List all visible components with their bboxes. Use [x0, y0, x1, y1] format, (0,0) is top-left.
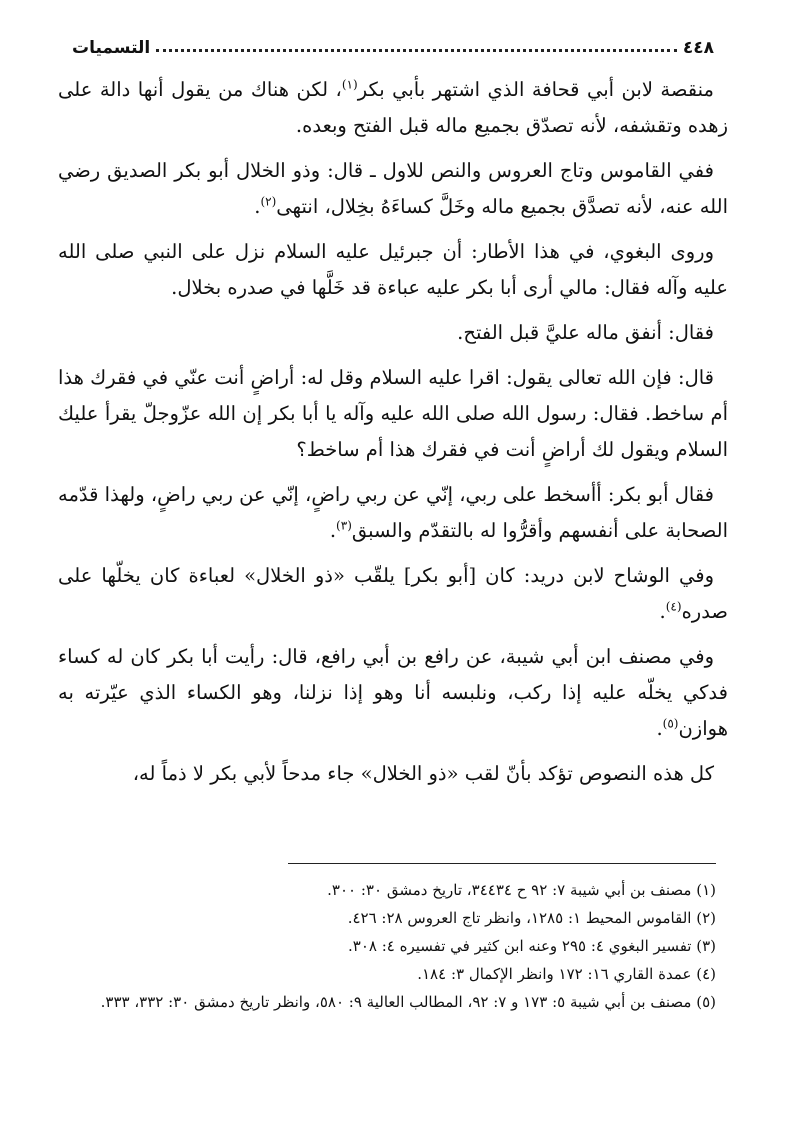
paragraph: وروى البغوي، في هذا الأطار: أن جبرئيل عليه السلام نزل على النبي صلى الله عليه وآله فقال: مالي أرى أبا بكر عليه عباءة قد خَلَّها في صدره بخلال. — [58, 240, 728, 299]
chapter-title: التسميات — [72, 38, 151, 58]
main-text — [58, 72, 728, 801]
footnote-ref: (٢) — [260, 194, 277, 209]
footnote: (١) مصنف بن أبي شيبة ٧: ٩٢ ح ٣٤٤٣٤، تاريخ دمشق ٣٠: ٣٠٠. — [327, 881, 716, 899]
footnotes — [70, 876, 716, 1016]
paragraph: منقصة لابن أبي قحافة الذي اشتهر بأبي بكر$^{(١)}$، لكن هناك من يقول أنها دالة على زهده وتقشفه، لأنه تصدّق بجميع ماله قبل الفتح وبعده. — [58, 77, 728, 137]
footnote-ref: (٣) — [336, 518, 352, 533]
paragraph: فقال أبو بكر: أأسخط على ربي، إنّي عن ربي راضٍ، إنّي عن ربي راضٍ، ولهذا قدّمه الصحابة على أنفسهم وأقرُّوا له بالتقدّم والسبق$^{(٣)}$. — [58, 483, 728, 542]
footnote: (٥) مصنف بن أبي شيبة ٥: ١٧٣ و ٧: ٩٢، المطالب العالية ٩: ٥٨٠، وانظر تاريخ دمشق ٣٠: ٣٣٢، ٣٣٣. — [100, 993, 716, 1011]
paragraph: وفي مصنف ابن أبي شيبة، عن رافع بن أبي رافع، قال: رأيت أبا بكر كان له كساء فدكي يخلّه عليه إذا ركب، ونلبسه أنا وهو إذا نزلنا، وهو الكساء الذي عيّرته به هوازن$^{(٥)}$. — [58, 645, 728, 740]
paragraph: قال: فإن الله تعالى يقول: اقرا عليه السلام وقل له: أراضٍ أنت عنّي في فقرك هذا أم ساخط. فقال: رسول الله صلى الله عليه وآله يا أبا بكر إن الله عزّوجلّ يقرأ عليك السلام ويقول لك أراضٍ أنت في فقرك هذا أم ساخط؟ — [58, 366, 728, 461]
footnote-divider — [288, 863, 716, 864]
dotted-leader — [156, 49, 677, 52]
footnote-ref: (٥) — [662, 716, 679, 731]
footnote-ref: (٤) — [665, 599, 682, 614]
footnote: (٢) القاموس المحيط ١: ١٢٨٥، وانظر تاج العروس ٢٨: ٤٢٦. — [347, 909, 716, 927]
paragraph: وفي الوشاح لابن دريد: كان [أبو بكر] يلقّب «ذو الخلال» لعباءة كان يخلّها على صدره$^{(٤)}$. — [58, 564, 728, 623]
page-number: ٤٤٨ — [682, 38, 714, 58]
running-header — [72, 28, 714, 58]
paragraph: ففي القاموس وتاج العروس والنص للاول ـ قال: وذو الخلال أبو بكر الصديق رضي الله عنه، لأنه تصدَّق بجميع ماله وخَلَّ كساءَهُ بخِلال، انتهى$^{(٢)}$. — [58, 159, 728, 218]
footnote-ref: (١) — [341, 77, 358, 92]
paragraph: فقال: أنفق ماله عليَّ قبل الفتح. — [457, 321, 714, 344]
footnote: (٣) تفسير البغوي ٤: ٢٩٥ وعنه ابن كثير في تفسيره ٤: ٣٠٨. — [347, 937, 716, 955]
footnote: (٤) عمدة القاري ١٦: ١٧٢ وانظر الإكمال ٣: ١٨٤. — [417, 965, 716, 983]
paragraph: كل هذه النصوص تؤكد بأنّ لقب «ذو الخلال» جاء مدحاً لأبي بكر لا ذماً له، — [132, 762, 714, 785]
